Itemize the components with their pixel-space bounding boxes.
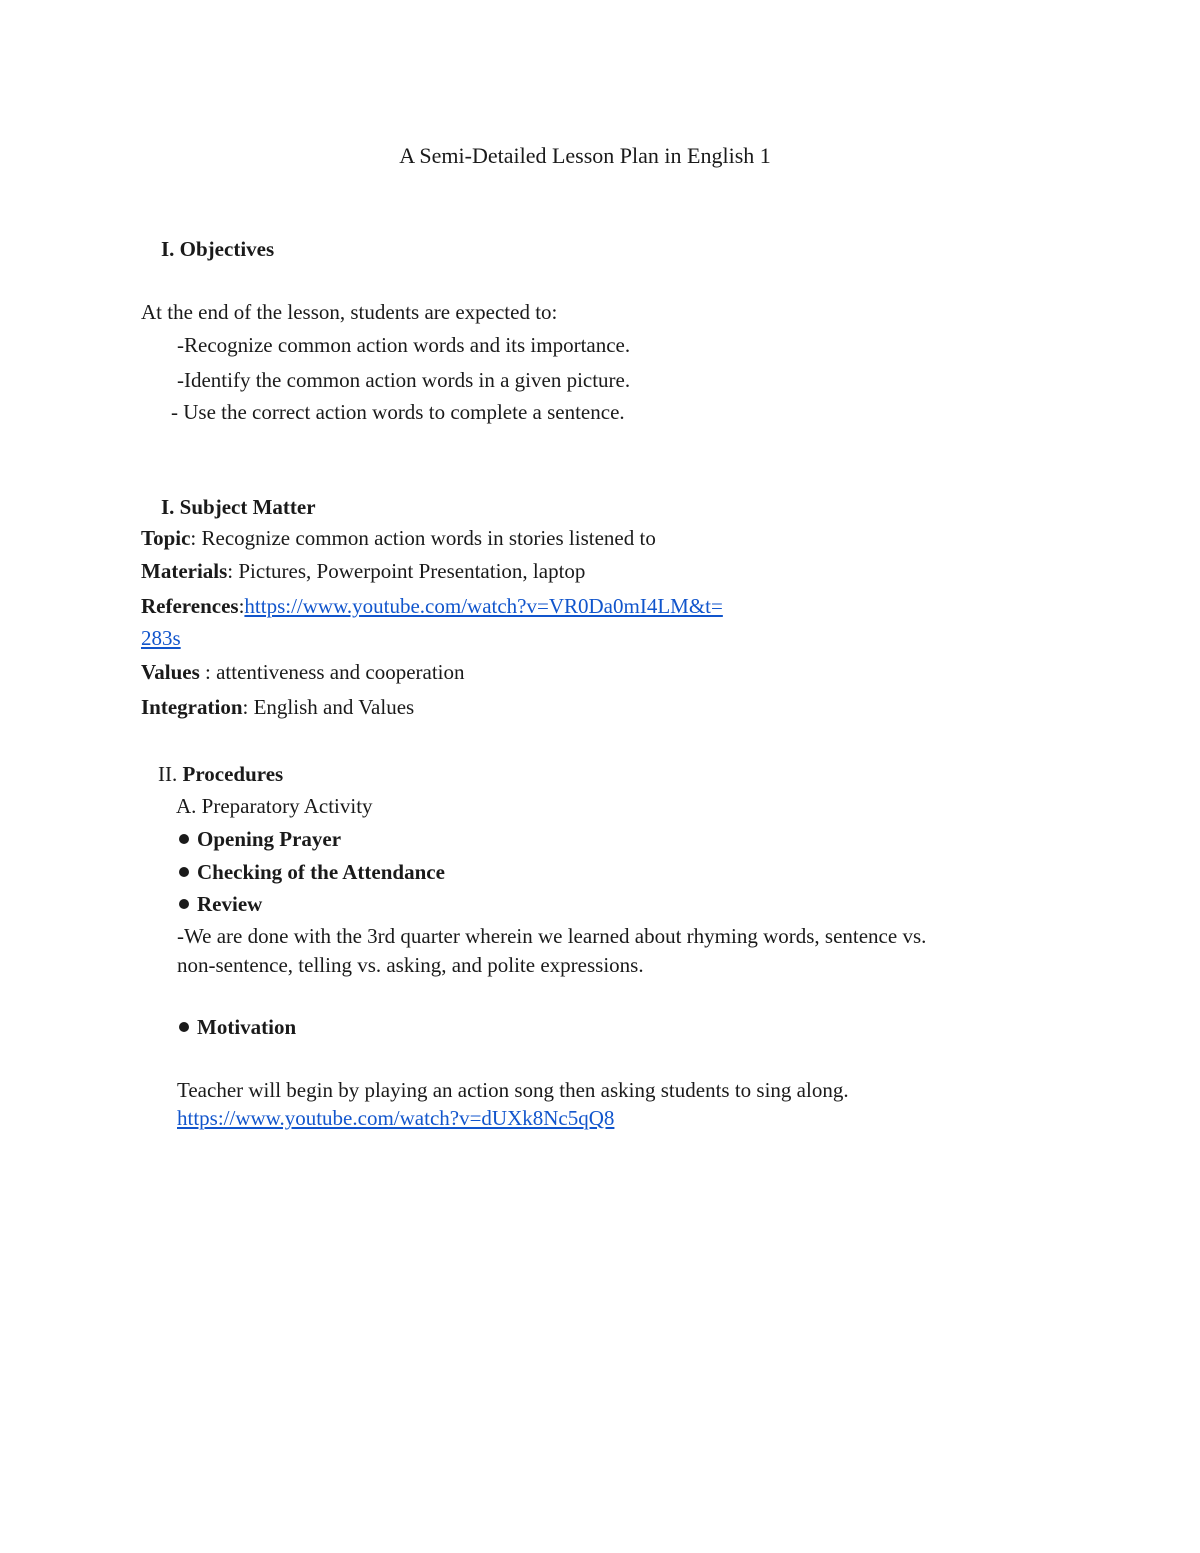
references-label: References	[141, 594, 239, 618]
bullet-icon	[179, 834, 189, 844]
topic-value: : Recognize common action words in stories listened to	[190, 526, 656, 550]
objectives-heading: I. Objectives	[161, 237, 275, 261]
topic-row	[141, 524, 656, 552]
review-text-line: -We are done with the 3rd quarter wherein we learned about rhyming words, sentence vs.	[177, 924, 927, 948]
bullet-review	[179, 890, 262, 918]
materials-value: : Pictures, Powerpoint Presentation, laptop	[227, 559, 586, 583]
bullet-icon	[179, 899, 189, 909]
bullet-label: Opening Prayer	[197, 827, 342, 851]
bullet-label: Motivation	[197, 1015, 297, 1039]
bullet-icon	[179, 1022, 189, 1032]
materials-row	[141, 557, 585, 585]
bullet-label: Review	[197, 892, 263, 916]
subject-matter-heading: I. Subject Matter	[161, 495, 316, 519]
bullet-attendance	[179, 858, 445, 886]
procedures-heading: Procedures	[182, 762, 284, 786]
bullet-icon	[179, 867, 189, 877]
objective-item: -Identify the common action words in a given picture.	[177, 368, 631, 392]
references-link[interactable]: https://www.youtube.com/watch?v=VR0Da0mI4LM&t=	[244, 594, 723, 618]
bullet-label: Checking of the Attendance	[197, 860, 445, 884]
review-text-line: non-sentence, telling vs. asking, and polite expressions.	[177, 953, 644, 977]
document-title: A Semi-Detailed Lesson Plan in English 1	[399, 143, 771, 168]
objectives-intro: At the end of the lesson, students are expected to:	[141, 300, 558, 324]
bullet-motivation	[179, 1013, 296, 1041]
materials-label: Materials	[141, 559, 228, 583]
references-link-continuation[interactable]: 283s	[141, 626, 181, 650]
motivation-link-row	[177, 1104, 614, 1132]
integration-value: : English and Values	[242, 695, 415, 719]
bullet-opening-prayer	[179, 825, 341, 853]
values-value: : attentiveness and cooperation	[199, 660, 465, 684]
objective-item: - Use the correct action words to complete a sentence.	[171, 400, 625, 424]
references-separator: :	[238, 594, 245, 618]
objective-item: -Recognize common action words and its importance.	[177, 333, 631, 357]
references-link-continuation-row	[141, 624, 181, 652]
values-label: Values	[141, 660, 200, 684]
preparatory-activity-heading: A. Preparatory Activity	[176, 794, 373, 818]
procedures-numeral: II.	[158, 762, 183, 786]
integration-label: Integration	[141, 695, 243, 719]
motivation-text: Teacher will begin by playing an action song then asking students to sing along.	[177, 1078, 849, 1102]
topic-label: Topic	[141, 526, 191, 550]
references-row	[141, 592, 723, 620]
motivation-link[interactable]: https://www.youtube.com/watch?v=dUXk8Nc5qQ8	[177, 1106, 615, 1130]
procedures-heading-row	[158, 760, 283, 788]
integration-row	[141, 693, 414, 721]
values-row	[141, 658, 465, 686]
